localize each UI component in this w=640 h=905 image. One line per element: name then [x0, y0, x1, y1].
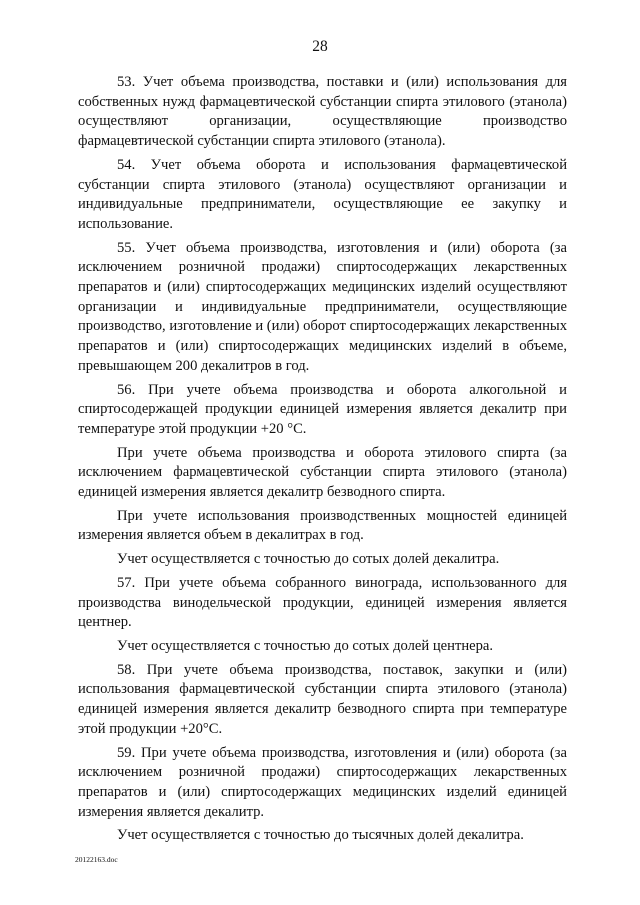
paragraph-53: 53. Учет объема производства, поставки и (или) использования для собственных нужд фармацевтической субстанции спирта этилового (этанола) осуществляют организации, осуществляющие производство фармацевтической субстанции спирта этилового (этанола).	[78, 74, 567, 150]
paragraph-56: 56. При учете объема производства и оборота алкогольной и спиртосодержащей продукции единицей измерения является декалитр при температуре этой продукции +20 °С.	[78, 381, 567, 437]
paragraph-56-capacity: При учете использования производственных мощностей единицей измерения является объем в декалитрах в год.	[78, 507, 567, 544]
paragraph-57: 57. При учете объема собранного винограда, использованного для производства винодельческой продукции, единицей измерения является центнер.	[78, 574, 567, 631]
paragraph-55: 55. Учет объема производства, изготовления и (или) оборота (за исключением розничной продажи) спиртосодержащих лекарственных препаратов и (или) спиртосодержащих медицинских изделий осуществляют организации и индивидуальные предприниматели, осуществляющие производство, изготовление и (или) оборот спиртосодержащих лекарственных препаратов и (или) спиртосодержащих медицинских изделий в объеме, превышающем 200 декалитров в год.	[78, 239, 567, 374]
page-number: 28	[312, 38, 328, 55]
paragraph-54: 54. Учет объема оборота и использования фармацевтической субстанции спирта этилового (этанола) осуществляют организации и индивидуальные предприниматели, осуществляющие ее закупку и использование.	[78, 156, 567, 232]
paragraph-56-precision: Учет осуществляется с точностью до сотых долей декалитра.	[117, 551, 500, 568]
paragraph-57-precision: Учет осуществляется с точностью до сотых долей центнера.	[117, 637, 494, 654]
paragraph-59: 59. При учете объема производства, изготовления и (или) оборота (за исключением розничной продажи) спиртосодержащих лекарственных препаратов и (или) спиртосодержащих медицинских изделий единицей измерения является декалитр.	[78, 744, 567, 820]
document-body	[78, 73, 567, 850]
footer-document-code: 20122163.doc	[75, 855, 118, 864]
paragraph-59-precision: Учет осуществляется с точностью до тысячных долей декалитра.	[117, 827, 524, 844]
paragraph-56-ethyl-alcohol: При учете объема производства и оборота этилового спирта (за исключением фармацевтической субстанции спирта этилового (этанола) единицей измерения является декалитр безводного спирта.	[78, 444, 567, 501]
paragraph-58: 58. При учете объема производства, поставок, закупки и (или) использования фармацевтической субстанции спирта этилового (этанола) единицей измерения является декалитр безводного спирта при температуре этой продукции +20°С.	[78, 661, 567, 737]
